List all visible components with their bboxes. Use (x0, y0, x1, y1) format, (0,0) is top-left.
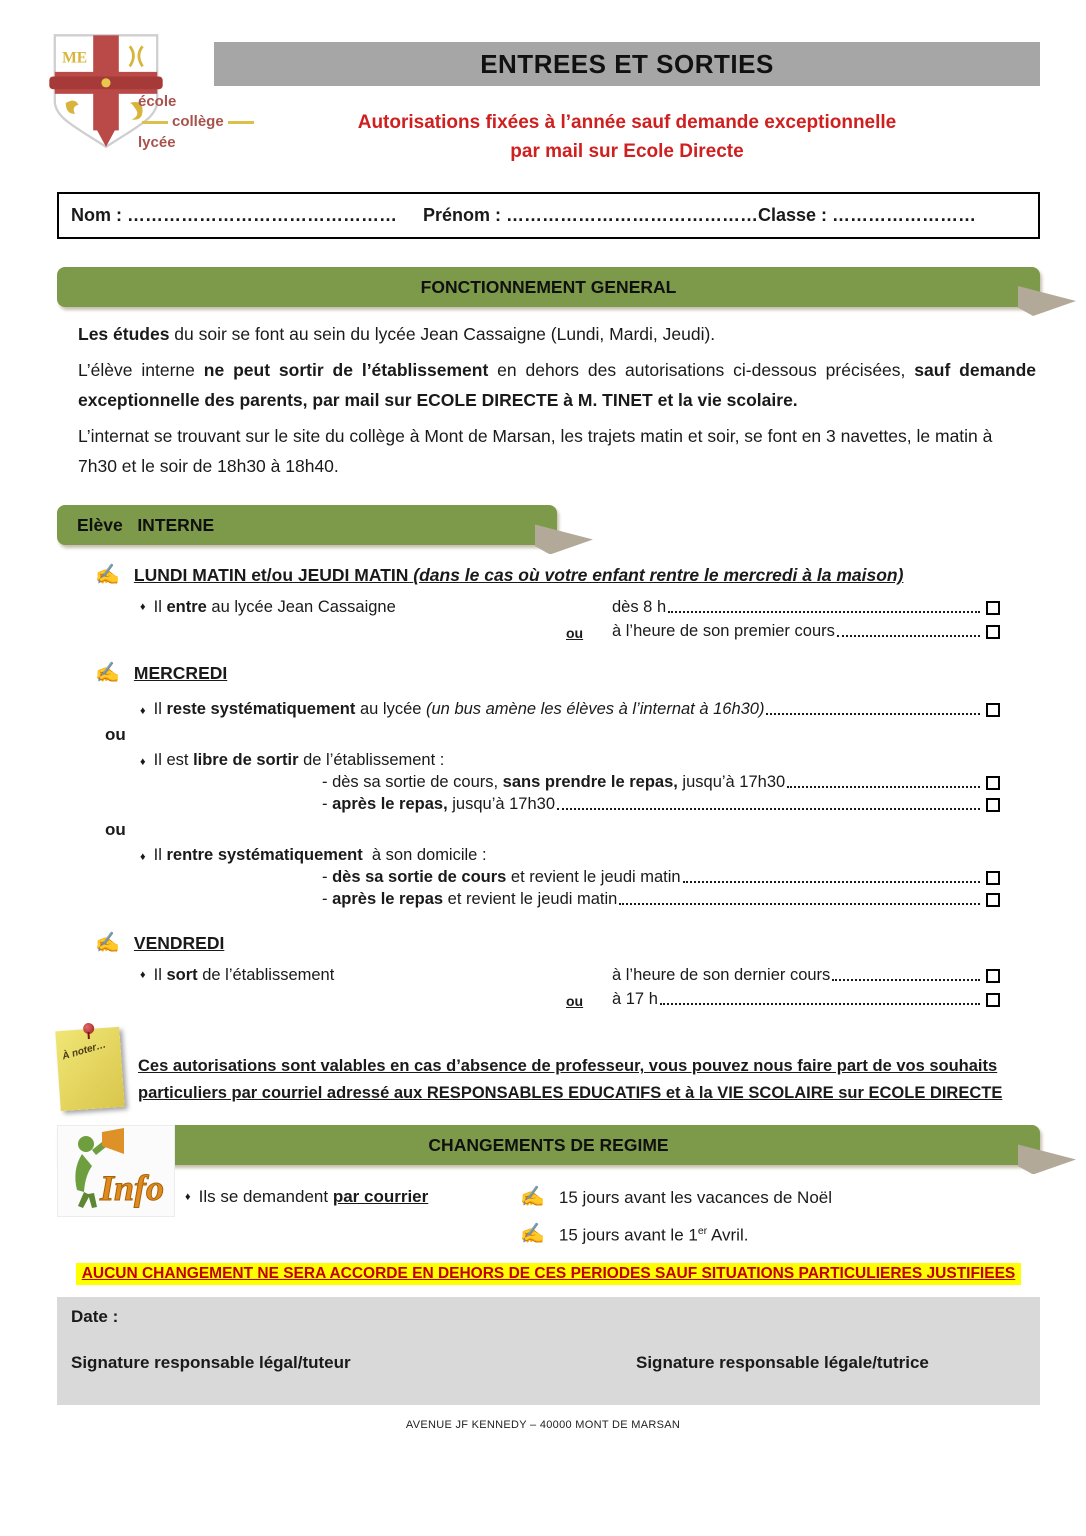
logo-dash-left (142, 121, 168, 124)
option-text: - dès sa sortie de cours, sans prendre le repas, jusqu’à 17h30 (322, 773, 786, 792)
paragraph-internat: L’internat se trouvant sur le site du collège à Mont de Marsan, les trajets matin et soir, se font en 3 navettes, le matin à 7h30 et le soir de 18h30 à 18h40. (78, 426, 993, 477)
section-bar-fonctionnement-general (57, 267, 1040, 307)
option-row-sort-17h (140, 990, 1000, 1009)
warning-banner-wrap (57, 1263, 1040, 1285)
paragraph-sortie: L’élève interne ne peut sortir de l’établissement en dehors des autorisations ci-dessous précisées, sauf demande exceptionnelle des parents, par mail sur ECOLE DIRECTE à M. TINET et la vie scolaire. (78, 360, 1036, 411)
subtitle (214, 108, 1040, 167)
dotted-leader (787, 786, 980, 788)
logo-dash-right (228, 121, 254, 124)
title-bar (214, 42, 1040, 86)
dotted-leader (766, 713, 980, 715)
dotted-leader (660, 1003, 980, 1005)
subtitle-line1: Autorisations fixées à l’année sauf demande exceptionnelle (357, 112, 897, 133)
option-left-text (140, 966, 566, 985)
section-title: CHANGEMENTS DE REGIME (428, 1134, 669, 1155)
postit-label: À noter… (61, 1039, 108, 1063)
checkbox-mercredi-apres-repas[interactable] (986, 798, 1000, 812)
heading-text: VENDREDI (133, 933, 225, 954)
logo-school-levels (138, 92, 258, 153)
svg-text:Info: Info (100, 1168, 165, 1209)
changements-items (520, 1187, 832, 1245)
ou-label: ou (566, 625, 584, 642)
option-row-premier-cours (140, 622, 1000, 641)
section-bar-eleve-interne (57, 505, 557, 545)
ou-line: ou (105, 820, 126, 840)
writing-hand-icon: ✍ (95, 932, 120, 955)
page-title: ENTREES ET SORTIES (480, 48, 774, 79)
option-text: Il reste systématiquement au lycée (un bus amène les élèves à l’internat à 16h30) (153, 700, 765, 719)
subtitle-line2: par mail sur Ecole Directe (510, 141, 744, 163)
diamond-bullet-icon: ♦ (140, 851, 146, 864)
option-label: dès 8 h (612, 598, 667, 617)
changements-item-avril (520, 1224, 832, 1245)
checkbox-vendredi-17h[interactable] (986, 993, 1000, 1007)
option-text: Il entre au lycée Jean Cassaigne (153, 598, 396, 617)
checkbox-mercredi-sortie-sans-repas[interactable] (986, 776, 1000, 790)
diamond-bullet-icon: ♦ (140, 601, 146, 614)
svg-text:ME: ME (62, 49, 88, 67)
checkbox-mercredi-rentre-apres-repas[interactable] (986, 893, 1000, 907)
section-title: FONCTIONNEMENT GENERAL (420, 276, 677, 297)
option-row-sort-dernier-cours (140, 966, 1000, 985)
logo-word-ecole: école (138, 93, 177, 110)
info-megaphone-icon (57, 1125, 175, 1217)
bar-arrow-tail-icon (535, 524, 593, 554)
option-label: à l’heure de son dernier cours (612, 966, 831, 985)
signature-left-label[interactable]: Signature responsable légal/tuteur (71, 1353, 351, 1373)
diamond-bullet-icon: ♦ (140, 705, 146, 718)
item-text: 15 jours avant le 1er Avril. (558, 1224, 749, 1245)
signature-panel (57, 1297, 1040, 1405)
dotted-leader (683, 881, 980, 883)
changements-section (0, 1125, 1086, 1245)
dotted-leader (668, 611, 980, 613)
note-text: Ces autorisations sont valables en cas d’absence de professeur, vous pouvez nous faire part de vos souhaits particuliers par courriel adressé aux RESPONSABLES EDUCATIFS et à la VIE SCOLAIRE sur ECOLE DIRECTE (138, 1057, 1003, 1103)
school-crest-logo (42, 26, 224, 168)
option-text: Il sort de l’établissement (153, 966, 335, 985)
changements-bullet (185, 1187, 520, 1245)
dotted-leader (832, 979, 980, 981)
option-row-libre-de-sortir (140, 751, 1000, 770)
classe-field[interactable]: Classe : …………………… (758, 205, 977, 225)
fonctionnement-paragraphs (78, 319, 1036, 481)
sub-option-sortie-sans-repas (322, 773, 1000, 792)
dotted-leader (619, 903, 980, 905)
heading-vendredi (95, 933, 1040, 954)
diamond-bullet-icon: ♦ (140, 756, 146, 769)
option-text: Il rentre systématiquement à son domicile : (153, 846, 487, 865)
footer-address: AVENUE JF KENNEDY – 40000 MONT DE MARSAN (405, 1419, 681, 1432)
item-text: 15 jours avant les vacances de Noël (558, 1188, 833, 1208)
dotted-leader (837, 635, 980, 637)
header (0, 0, 1086, 168)
checkbox-lundi-premier-cours[interactable] (986, 625, 1000, 639)
bar-arrow-tail-icon (1018, 286, 1076, 316)
checkbox-vendredi-dernier-cours[interactable] (986, 969, 1000, 983)
warning-banner: AUCUN CHANGEMENT NE SERA ACCORDE EN DEHORS DE CES PERIODES SAUF SITUATIONS PARTICULIERES JUSTIFIEES (76, 1263, 1022, 1285)
writing-hand-icon: ✍ (520, 1186, 545, 1209)
prenom-field[interactable]: Prénom : …………………………………… (423, 205, 759, 225)
identity-box (57, 192, 1040, 239)
option-text: - après le repas, jusqu’à 17h30 (322, 795, 556, 814)
dotted-leader (557, 808, 980, 810)
option-row-rentre-systematiquement (140, 846, 1000, 865)
option-left-text (140, 598, 566, 617)
option-text: Il est libre de sortir de l’établissement : (153, 751, 445, 770)
note-section (58, 1029, 1040, 1109)
postit-note-icon (55, 1027, 124, 1111)
option-label: à l’heure de son premier cours (612, 622, 835, 641)
option-label: à 17 h (612, 990, 658, 1009)
diamond-bullet-icon: ♦ (140, 969, 146, 982)
option-text: - après le repas et revient le jeudi matin (322, 890, 618, 909)
heading-lundi-jeudi (95, 565, 1040, 586)
changements-bullet-text: Ils se demandent par courrier (198, 1187, 429, 1207)
info-graphic (60, 1128, 172, 1214)
heading-text: LUNDI MATIN et/ou JEUDI MATIN (dans le cas où votre enfant rentre le mercredi à la maison) (133, 565, 904, 586)
bar-arrow-tail-icon (1018, 1144, 1076, 1174)
option-row-reste-systematiquement (140, 700, 1000, 719)
option-row-entre-des-8h (140, 598, 1000, 617)
checkbox-lundi-des-8h[interactable] (986, 601, 1000, 615)
ou-label: ou (566, 993, 584, 1010)
changements-row (185, 1187, 1040, 1245)
date-label[interactable]: Date : (71, 1307, 119, 1327)
ou-line: ou (105, 725, 126, 745)
heading-text: MERCREDI (133, 663, 228, 684)
nom-field[interactable]: Nom : ……………………………………… (71, 205, 397, 225)
paragraph-etudes: Les études du soir se font au sein du lycée Jean Cassaigne (Lundi, Mardi, Jeudi). (78, 324, 716, 344)
header-right (214, 26, 1040, 168)
changements-item-noel (520, 1187, 832, 1208)
pushpin-icon (83, 1023, 95, 1035)
writing-hand-icon: ✍ (95, 662, 120, 685)
signature-right-label[interactable]: Signature responsable légale/tutrice (636, 1353, 929, 1373)
writing-hand-icon: ✍ (520, 1223, 545, 1246)
section-bar-changements-de-regime (57, 1125, 1040, 1165)
sub-option-apres-repas-17h30 (322, 795, 1000, 814)
diamond-bullet-icon: ♦ (185, 1191, 191, 1204)
writing-hand-icon: ✍ (95, 564, 120, 587)
checkbox-mercredi-reste[interactable] (986, 703, 1000, 717)
option-text: - dès sa sortie de cours et revient le jeudi matin (322, 868, 681, 887)
logo-word-college: collège (138, 112, 258, 132)
signature-row (71, 1353, 1026, 1373)
logo-word-lycee: lycée (138, 133, 176, 151)
heading-mercredi (95, 663, 1040, 684)
sub-option-rentre-apres-repas (322, 890, 1000, 909)
section-title: Elève INTERNE (77, 514, 215, 535)
sub-option-rentre-sortie-cours (322, 868, 1000, 887)
checkbox-mercredi-rentre-sortie-cours[interactable] (986, 871, 1000, 885)
